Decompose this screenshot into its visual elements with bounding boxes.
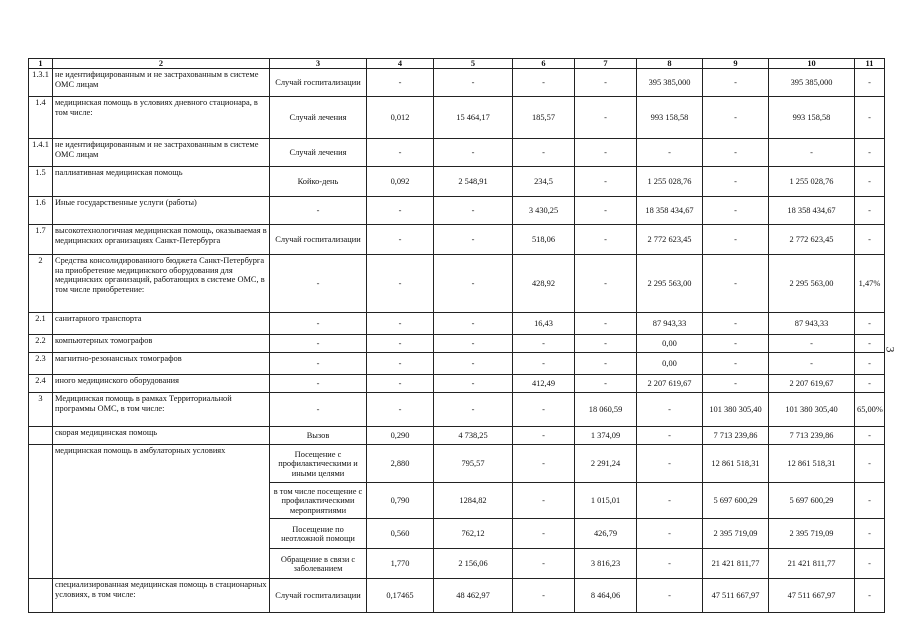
page-number: 3 bbox=[883, 346, 898, 353]
value-cell: 0,092 bbox=[367, 167, 434, 197]
value-cell: 12 861 518,31 bbox=[769, 445, 855, 483]
header-cell: 5 bbox=[434, 59, 513, 69]
value-cell: - bbox=[637, 579, 703, 613]
unit-cell: - bbox=[270, 197, 367, 225]
value-cell: - bbox=[575, 167, 637, 197]
row-number: 2.2 bbox=[29, 335, 53, 353]
unit-cell: Обращение в связи с заболеванием bbox=[270, 549, 367, 579]
row-number bbox=[29, 579, 53, 613]
value-cell: - bbox=[575, 255, 637, 313]
table-row bbox=[29, 353, 885, 375]
table-row bbox=[29, 255, 885, 313]
value-cell: - bbox=[703, 97, 769, 139]
value-cell: 0,560 bbox=[367, 519, 434, 549]
value-cell: - bbox=[637, 393, 703, 427]
value-cell: 762,12 bbox=[434, 519, 513, 549]
value-cell: 8 464,06 bbox=[575, 579, 637, 613]
row-label: компьютерных томографов bbox=[53, 335, 270, 353]
value-cell: 2 772 623,45 bbox=[637, 225, 703, 255]
value-cell: - bbox=[434, 313, 513, 335]
row-number: 2.1 bbox=[29, 313, 53, 335]
value-cell: 87 943,33 bbox=[769, 313, 855, 335]
header-cell: 9 bbox=[703, 59, 769, 69]
value-cell: - bbox=[513, 579, 575, 613]
unit-cell: - bbox=[270, 353, 367, 375]
unit-cell: Случай госпитализации bbox=[270, 225, 367, 255]
row-label: Средства консолидированного бюджета Санкт-Петербурга на приобретение медицинского оборудования для медицинских организаций, работающих в системе ОМС, в том числе приобретение: bbox=[53, 255, 270, 313]
value-cell: - bbox=[855, 519, 885, 549]
header-cell: 2 bbox=[53, 59, 270, 69]
value-cell: - bbox=[855, 375, 885, 393]
value-cell: 395 385,000 bbox=[769, 69, 855, 97]
value-cell: 0,012 bbox=[367, 97, 434, 139]
value-cell: - bbox=[575, 97, 637, 139]
header-cell: 1 bbox=[29, 59, 53, 69]
value-cell: 428,92 bbox=[513, 255, 575, 313]
unit-cell: - bbox=[270, 335, 367, 353]
value-cell: - bbox=[703, 197, 769, 225]
value-cell: - bbox=[855, 335, 885, 353]
value-cell: - bbox=[703, 255, 769, 313]
row-label: специализированная медицинская помощь в стационарных условиях, в том числе: bbox=[53, 579, 270, 613]
value-cell: 0,17465 bbox=[367, 579, 434, 613]
value-cell: 4 738,25 bbox=[434, 427, 513, 445]
value-cell: - bbox=[367, 313, 434, 335]
value-cell: - bbox=[855, 225, 885, 255]
value-cell: - bbox=[575, 225, 637, 255]
table-row bbox=[29, 97, 885, 139]
value-cell: - bbox=[769, 139, 855, 167]
value-cell: 18 358 434,67 bbox=[769, 197, 855, 225]
value-cell: - bbox=[637, 139, 703, 167]
value-cell: - bbox=[769, 335, 855, 353]
row-label: Медицинская помощь в рамках Территориальной программы ОМС, в том числе: bbox=[53, 393, 270, 427]
value-cell: - bbox=[703, 353, 769, 375]
table-row bbox=[29, 225, 885, 255]
value-cell: - bbox=[855, 549, 885, 579]
value-cell: 18 358 434,67 bbox=[637, 197, 703, 225]
value-cell: - bbox=[575, 353, 637, 375]
value-cell: - bbox=[855, 427, 885, 445]
value-cell: 15 464,17 bbox=[434, 97, 513, 139]
value-cell: - bbox=[575, 335, 637, 353]
value-cell: - bbox=[513, 427, 575, 445]
value-cell: 16,43 bbox=[513, 313, 575, 335]
row-number: 2.4 bbox=[29, 375, 53, 393]
value-cell: - bbox=[703, 167, 769, 197]
value-cell: - bbox=[703, 69, 769, 97]
row-label: санитарного транспорта bbox=[53, 313, 270, 335]
value-cell: 3 816,23 bbox=[575, 549, 637, 579]
row-label: Иные государственные услуги (работы) bbox=[53, 197, 270, 225]
unit-cell: Случай лечения bbox=[270, 139, 367, 167]
row-number: 1.7 bbox=[29, 225, 53, 255]
value-cell: 2 395 719,09 bbox=[769, 519, 855, 549]
value-cell: 0,00 bbox=[637, 353, 703, 375]
value-cell: 101 380 305,40 bbox=[769, 393, 855, 427]
value-cell: 993 158,58 bbox=[769, 97, 855, 139]
budget-table bbox=[28, 58, 885, 613]
value-cell: 1 255 028,76 bbox=[769, 167, 855, 197]
value-cell: 5 697 600,29 bbox=[769, 483, 855, 519]
value-cell: - bbox=[575, 313, 637, 335]
value-cell: 2 207 619,67 bbox=[769, 375, 855, 393]
table-row bbox=[29, 393, 885, 427]
value-cell: - bbox=[575, 375, 637, 393]
value-cell: - bbox=[434, 139, 513, 167]
value-cell: 395 385,000 bbox=[637, 69, 703, 97]
unit-cell: - bbox=[270, 393, 367, 427]
value-cell: - bbox=[637, 445, 703, 483]
row-number: 1.4.1 bbox=[29, 139, 53, 167]
row-label: магнитно-резонансных томографов bbox=[53, 353, 270, 375]
row-label: не идентифицированным и не застрахованным в системе ОМС лицам bbox=[53, 139, 270, 167]
row-label: высокотехнологичная медицинская помощь, оказываемая в медицинских организациях Санкт-Петербурга bbox=[53, 225, 270, 255]
value-cell: - bbox=[855, 69, 885, 97]
table-row bbox=[29, 69, 885, 97]
row-number: 1.3.1 bbox=[29, 69, 53, 97]
value-cell: - bbox=[434, 255, 513, 313]
value-cell: - bbox=[513, 139, 575, 167]
table-row bbox=[29, 579, 885, 613]
value-cell: 518,06 bbox=[513, 225, 575, 255]
value-cell: - bbox=[367, 353, 434, 375]
value-cell: - bbox=[703, 139, 769, 167]
value-cell: 2 207 619,67 bbox=[637, 375, 703, 393]
value-cell: - bbox=[367, 335, 434, 353]
row-number: 2 bbox=[29, 255, 53, 313]
value-cell: - bbox=[513, 393, 575, 427]
unit-cell: - bbox=[270, 313, 367, 335]
value-cell: 101 380 305,40 bbox=[703, 393, 769, 427]
value-cell: 185,57 bbox=[513, 97, 575, 139]
table-row bbox=[29, 335, 885, 353]
value-cell: 1 374,09 bbox=[575, 427, 637, 445]
row-number: 2.3 bbox=[29, 353, 53, 375]
value-cell: - bbox=[434, 69, 513, 97]
value-cell: - bbox=[434, 375, 513, 393]
header-cell: 8 bbox=[637, 59, 703, 69]
row-number: 1.4 bbox=[29, 97, 53, 139]
header-cell: 4 bbox=[367, 59, 434, 69]
value-cell: - bbox=[637, 519, 703, 549]
unit-cell: Посещение по неотложной помощи bbox=[270, 519, 367, 549]
table-row bbox=[29, 139, 885, 167]
value-cell: - bbox=[855, 197, 885, 225]
value-cell: - bbox=[367, 69, 434, 97]
value-cell: 2 295 563,00 bbox=[637, 255, 703, 313]
table-row bbox=[29, 427, 885, 445]
row-number: 3 bbox=[29, 393, 53, 427]
header-cell: 10 bbox=[769, 59, 855, 69]
header-cell: 11 bbox=[855, 59, 885, 69]
value-cell: 2 548,91 bbox=[434, 167, 513, 197]
table-row bbox=[29, 313, 885, 335]
unit-cell: - bbox=[270, 375, 367, 393]
value-cell: - bbox=[434, 197, 513, 225]
value-cell: - bbox=[855, 313, 885, 335]
row-label: скорая медицинская помощь bbox=[53, 427, 270, 445]
row-number: 1.6 bbox=[29, 197, 53, 225]
value-cell: - bbox=[855, 167, 885, 197]
value-cell: 2,880 bbox=[367, 445, 434, 483]
value-cell: - bbox=[855, 579, 885, 613]
unit-cell: в том числе посещение с профилактическими мероприятиями bbox=[270, 483, 367, 519]
value-cell: - bbox=[637, 549, 703, 579]
value-cell: 1,770 bbox=[367, 549, 434, 579]
value-cell: 2 156,06 bbox=[434, 549, 513, 579]
value-cell: - bbox=[513, 483, 575, 519]
unit-cell: Койко-день bbox=[270, 167, 367, 197]
row-label: медицинская помощь в условиях дневного стационара, в том числе: bbox=[53, 97, 270, 139]
value-cell: - bbox=[434, 335, 513, 353]
value-cell: 1 015,01 bbox=[575, 483, 637, 519]
value-cell: 12 861 518,31 bbox=[703, 445, 769, 483]
unit-cell: Посещение с профилактическими и иными целями bbox=[270, 445, 367, 483]
value-cell: - bbox=[434, 353, 513, 375]
value-cell: 5 697 600,29 bbox=[703, 483, 769, 519]
value-cell: 0,00 bbox=[637, 335, 703, 353]
header-row bbox=[29, 59, 885, 69]
row-label: иного медицинского оборудования bbox=[53, 375, 270, 393]
value-cell: - bbox=[513, 69, 575, 97]
row-number bbox=[29, 445, 53, 579]
row-number: 1.5 bbox=[29, 167, 53, 197]
value-cell: - bbox=[855, 139, 885, 167]
value-cell: 0,290 bbox=[367, 427, 434, 445]
value-cell: 3 430,25 bbox=[513, 197, 575, 225]
value-cell: 21 421 811,77 bbox=[703, 549, 769, 579]
value-cell: - bbox=[513, 549, 575, 579]
value-cell: 87 943,33 bbox=[637, 313, 703, 335]
value-cell: - bbox=[769, 353, 855, 375]
value-cell: 795,57 bbox=[434, 445, 513, 483]
value-cell: - bbox=[367, 375, 434, 393]
value-cell: 1,47% bbox=[855, 255, 885, 313]
value-cell: - bbox=[855, 445, 885, 483]
value-cell: 2 772 623,45 bbox=[769, 225, 855, 255]
value-cell: - bbox=[575, 139, 637, 167]
table-row bbox=[29, 167, 885, 197]
value-cell: 7 713 239,86 bbox=[703, 427, 769, 445]
table-row bbox=[29, 445, 885, 483]
value-cell: 993 158,58 bbox=[637, 97, 703, 139]
unit-cell: Случай госпитализации bbox=[270, 579, 367, 613]
value-cell: - bbox=[513, 519, 575, 549]
value-cell: - bbox=[703, 375, 769, 393]
value-cell: - bbox=[637, 483, 703, 519]
value-cell: - bbox=[855, 483, 885, 519]
value-cell: - bbox=[367, 255, 434, 313]
value-cell: - bbox=[513, 335, 575, 353]
value-cell: - bbox=[575, 197, 637, 225]
value-cell: - bbox=[367, 197, 434, 225]
value-cell: - bbox=[434, 393, 513, 427]
value-cell: 234,5 bbox=[513, 167, 575, 197]
value-cell: - bbox=[703, 225, 769, 255]
row-label: не идентифицированным и не застрахованным в системе ОМС лицам bbox=[53, 69, 270, 97]
value-cell: 426,79 bbox=[575, 519, 637, 549]
header-cell: 3 bbox=[270, 59, 367, 69]
value-cell: - bbox=[703, 335, 769, 353]
value-cell: 412,49 bbox=[513, 375, 575, 393]
value-cell: 1284,82 bbox=[434, 483, 513, 519]
row-label: медицинская помощь в амбулаторных условиях bbox=[53, 445, 270, 579]
table-row bbox=[29, 375, 885, 393]
value-cell: 2 395 719,09 bbox=[703, 519, 769, 549]
value-cell: - bbox=[513, 353, 575, 375]
value-cell: 47 511 667,97 bbox=[703, 579, 769, 613]
value-cell: - bbox=[855, 97, 885, 139]
value-cell: - bbox=[367, 225, 434, 255]
value-cell: - bbox=[855, 353, 885, 375]
table-row bbox=[29, 197, 885, 225]
header-cell: 7 bbox=[575, 59, 637, 69]
value-cell: - bbox=[367, 393, 434, 427]
unit-cell: - bbox=[270, 255, 367, 313]
value-cell: 1 255 028,76 bbox=[637, 167, 703, 197]
value-cell: - bbox=[575, 69, 637, 97]
value-cell: - bbox=[434, 225, 513, 255]
unit-cell: Случай лечения bbox=[270, 97, 367, 139]
value-cell: 21 421 811,77 bbox=[769, 549, 855, 579]
value-cell: - bbox=[637, 427, 703, 445]
value-cell: 48 462,97 bbox=[434, 579, 513, 613]
value-cell: 65,00% bbox=[855, 393, 885, 427]
value-cell: 18 060,59 bbox=[575, 393, 637, 427]
header-cell: 6 bbox=[513, 59, 575, 69]
value-cell: - bbox=[703, 313, 769, 335]
row-number bbox=[29, 427, 53, 445]
value-cell: 47 511 667,97 bbox=[769, 579, 855, 613]
value-cell: - bbox=[367, 139, 434, 167]
value-cell: 2 291,24 bbox=[575, 445, 637, 483]
unit-cell: Случай госпитализации bbox=[270, 69, 367, 97]
value-cell: 7 713 239,86 bbox=[769, 427, 855, 445]
row-label: паллиативная медицинская помощь bbox=[53, 167, 270, 197]
unit-cell: Вызов bbox=[270, 427, 367, 445]
value-cell: 2 295 563,00 bbox=[769, 255, 855, 313]
value-cell: 0,790 bbox=[367, 483, 434, 519]
value-cell: - bbox=[513, 445, 575, 483]
